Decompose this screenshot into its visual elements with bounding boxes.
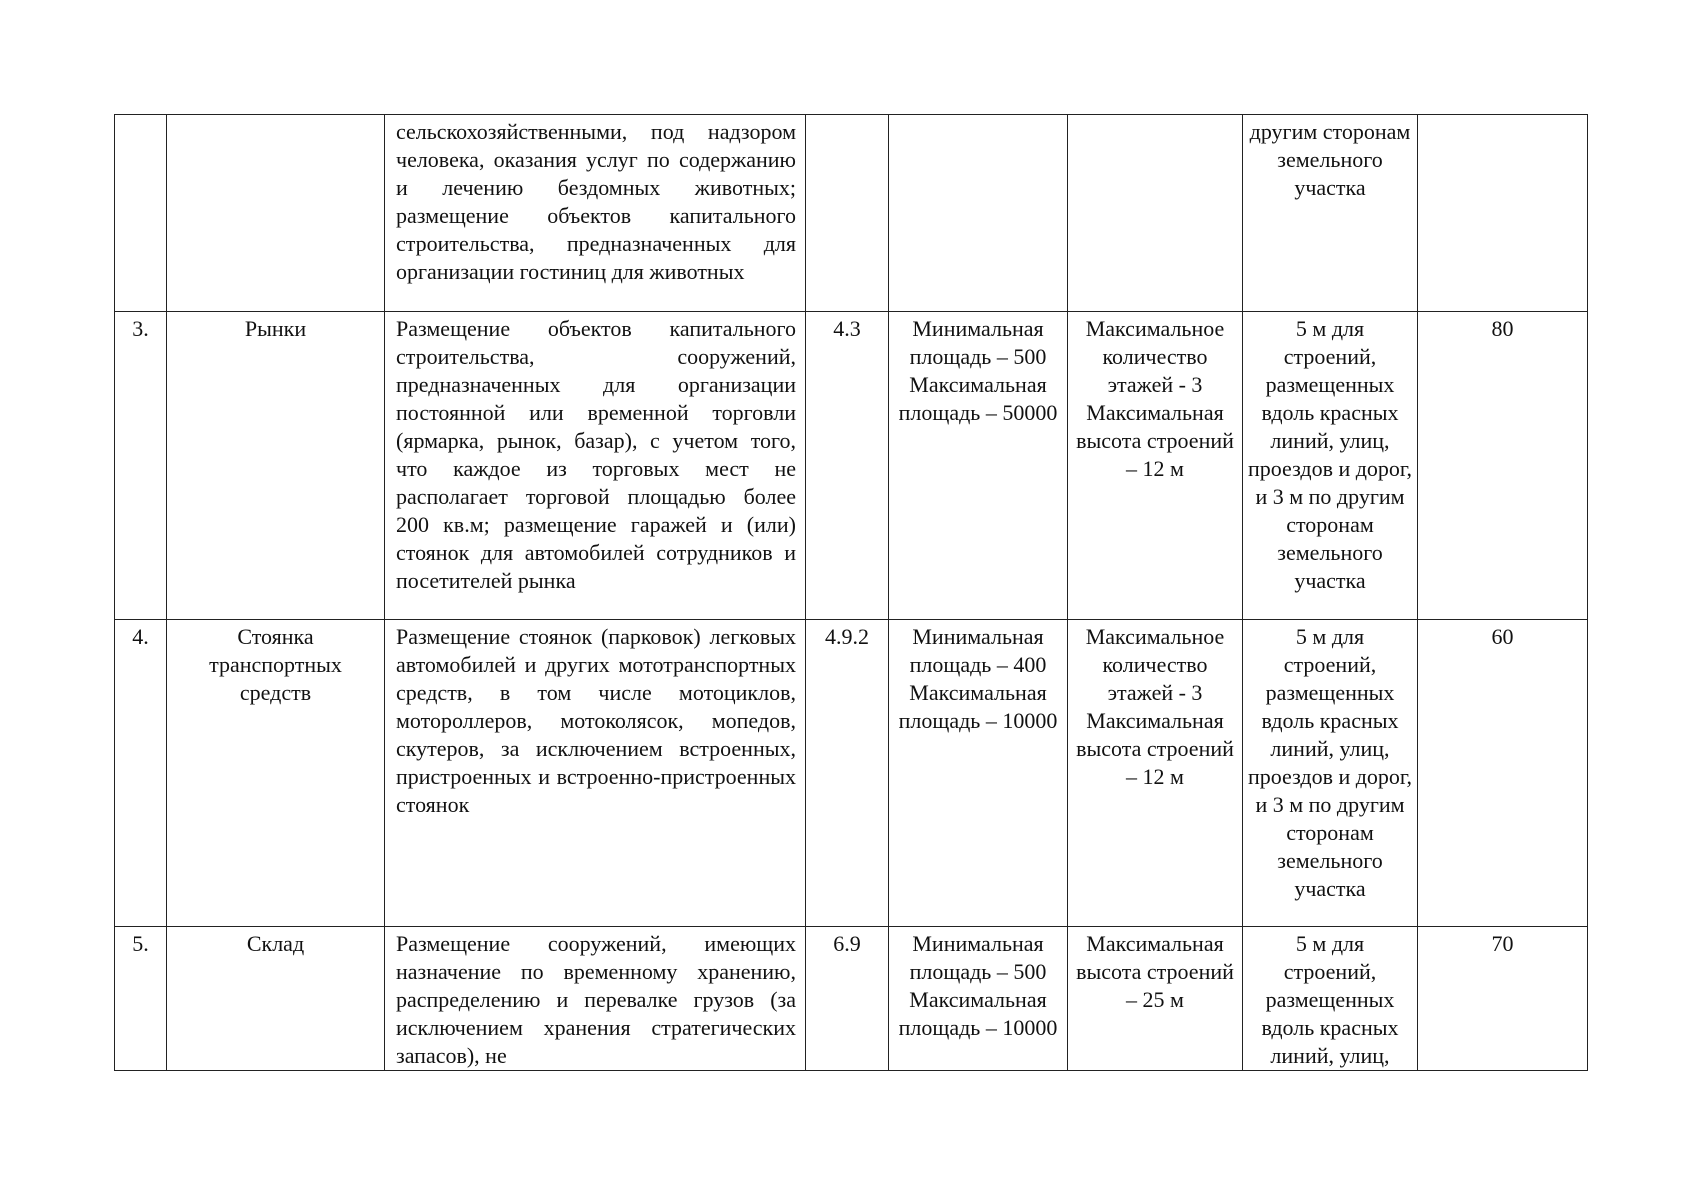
setback-cell: 5 м для строений, размещенных вдоль красных линий, улиц, xyxy=(1243,927,1418,1071)
use-code-cell: 6.9 xyxy=(806,927,889,1071)
row-number-cell: 4. xyxy=(115,620,167,927)
use-name-cell: Склад xyxy=(167,927,385,1071)
building-params-cell: Максимальная высота строений – 25 м xyxy=(1068,927,1243,1071)
coverage-percent-cell: 70 xyxy=(1418,927,1588,1071)
plot-area-cell: Минимальная площадь – 400 Максимальная площадь – 10000 xyxy=(889,620,1068,927)
use-description-cell: Размещение сооружений, имеющих назначение по временному хранению, распределению и перевалке грузов (за исключением хранения стратегических запасов), не xyxy=(385,927,806,1071)
plot-area-cell: Минимальная площадь – 500 Максимальная площадь – 10000 xyxy=(889,927,1068,1071)
row-number-cell: 3. xyxy=(115,312,167,620)
table-row xyxy=(115,620,1588,927)
use-name-cell xyxy=(167,115,385,312)
use-code-cell: 4.3 xyxy=(806,312,889,620)
use-description-cell: Размещение объектов капитального строительства, сооружений, предназначенных для организации постоянной или временной торговли (ярмарка, рынок, базар), с учетом того, что каждое из торговых мест не располагает торговой площадью более 200 кв.м; размещение гаражей и (или) стоянок для автомобилей сотрудников и посетителей рынка xyxy=(385,312,806,620)
coverage-percent-cell: 80 xyxy=(1418,312,1588,620)
row-number-cell xyxy=(115,115,167,312)
table-row xyxy=(115,312,1588,620)
building-params-cell: Максимальное количество этажей - 3 Максимальная высота строений – 12 м xyxy=(1068,312,1243,620)
use-description-cell: сельскохозяйственными, под надзором человека, оказания услуг по содержанию и лечению бездомных животных; размещение объектов капитального строительства, предназначенных для организации гостиниц для животных xyxy=(385,115,806,312)
plot-area-cell: Минимальная площадь – 500 Максимальная площадь – 50000 xyxy=(889,312,1068,620)
setback-cell: 5 м для строений, размещенных вдоль красных линий, улиц, проездов и дорог, и 3 м по другим сторонам земельного участка xyxy=(1243,312,1418,620)
plot-area-cell xyxy=(889,115,1068,312)
use-name-cell: Стоянка транспортных средств xyxy=(167,620,385,927)
coverage-percent-cell xyxy=(1418,115,1588,312)
use-code-cell: 4.9.2 xyxy=(806,620,889,927)
building-params-cell: Максимальное количество этажей - 3 Максимальная высота строений – 12 м xyxy=(1068,620,1243,927)
use-name-cell: Рынки xyxy=(167,312,385,620)
setback-cell: 5 м для строений, размещенных вдоль красных линий, улиц, проездов и дорог, и 3 м по другим сторонам земельного участка xyxy=(1243,620,1418,927)
table-row xyxy=(115,115,1588,312)
coverage-percent-cell: 60 xyxy=(1418,620,1588,927)
table-row xyxy=(115,927,1588,1071)
building-params-cell xyxy=(1068,115,1243,312)
use-description-cell: Размещение стоянок (парковок) легковых автомобилей и других мототранспортных средств, в том числе мотоциклов, мотороллеров, мотоколясок, мопедов, скутеров, за исключением встроенных, пристроенных и встроенно-пристроенных стоянок xyxy=(385,620,806,927)
setback-cell: другим сторонам земельного участка xyxy=(1243,115,1418,312)
row-number-cell: 5. xyxy=(115,927,167,1071)
use-code-cell xyxy=(806,115,889,312)
zoning-table xyxy=(114,114,1588,1071)
